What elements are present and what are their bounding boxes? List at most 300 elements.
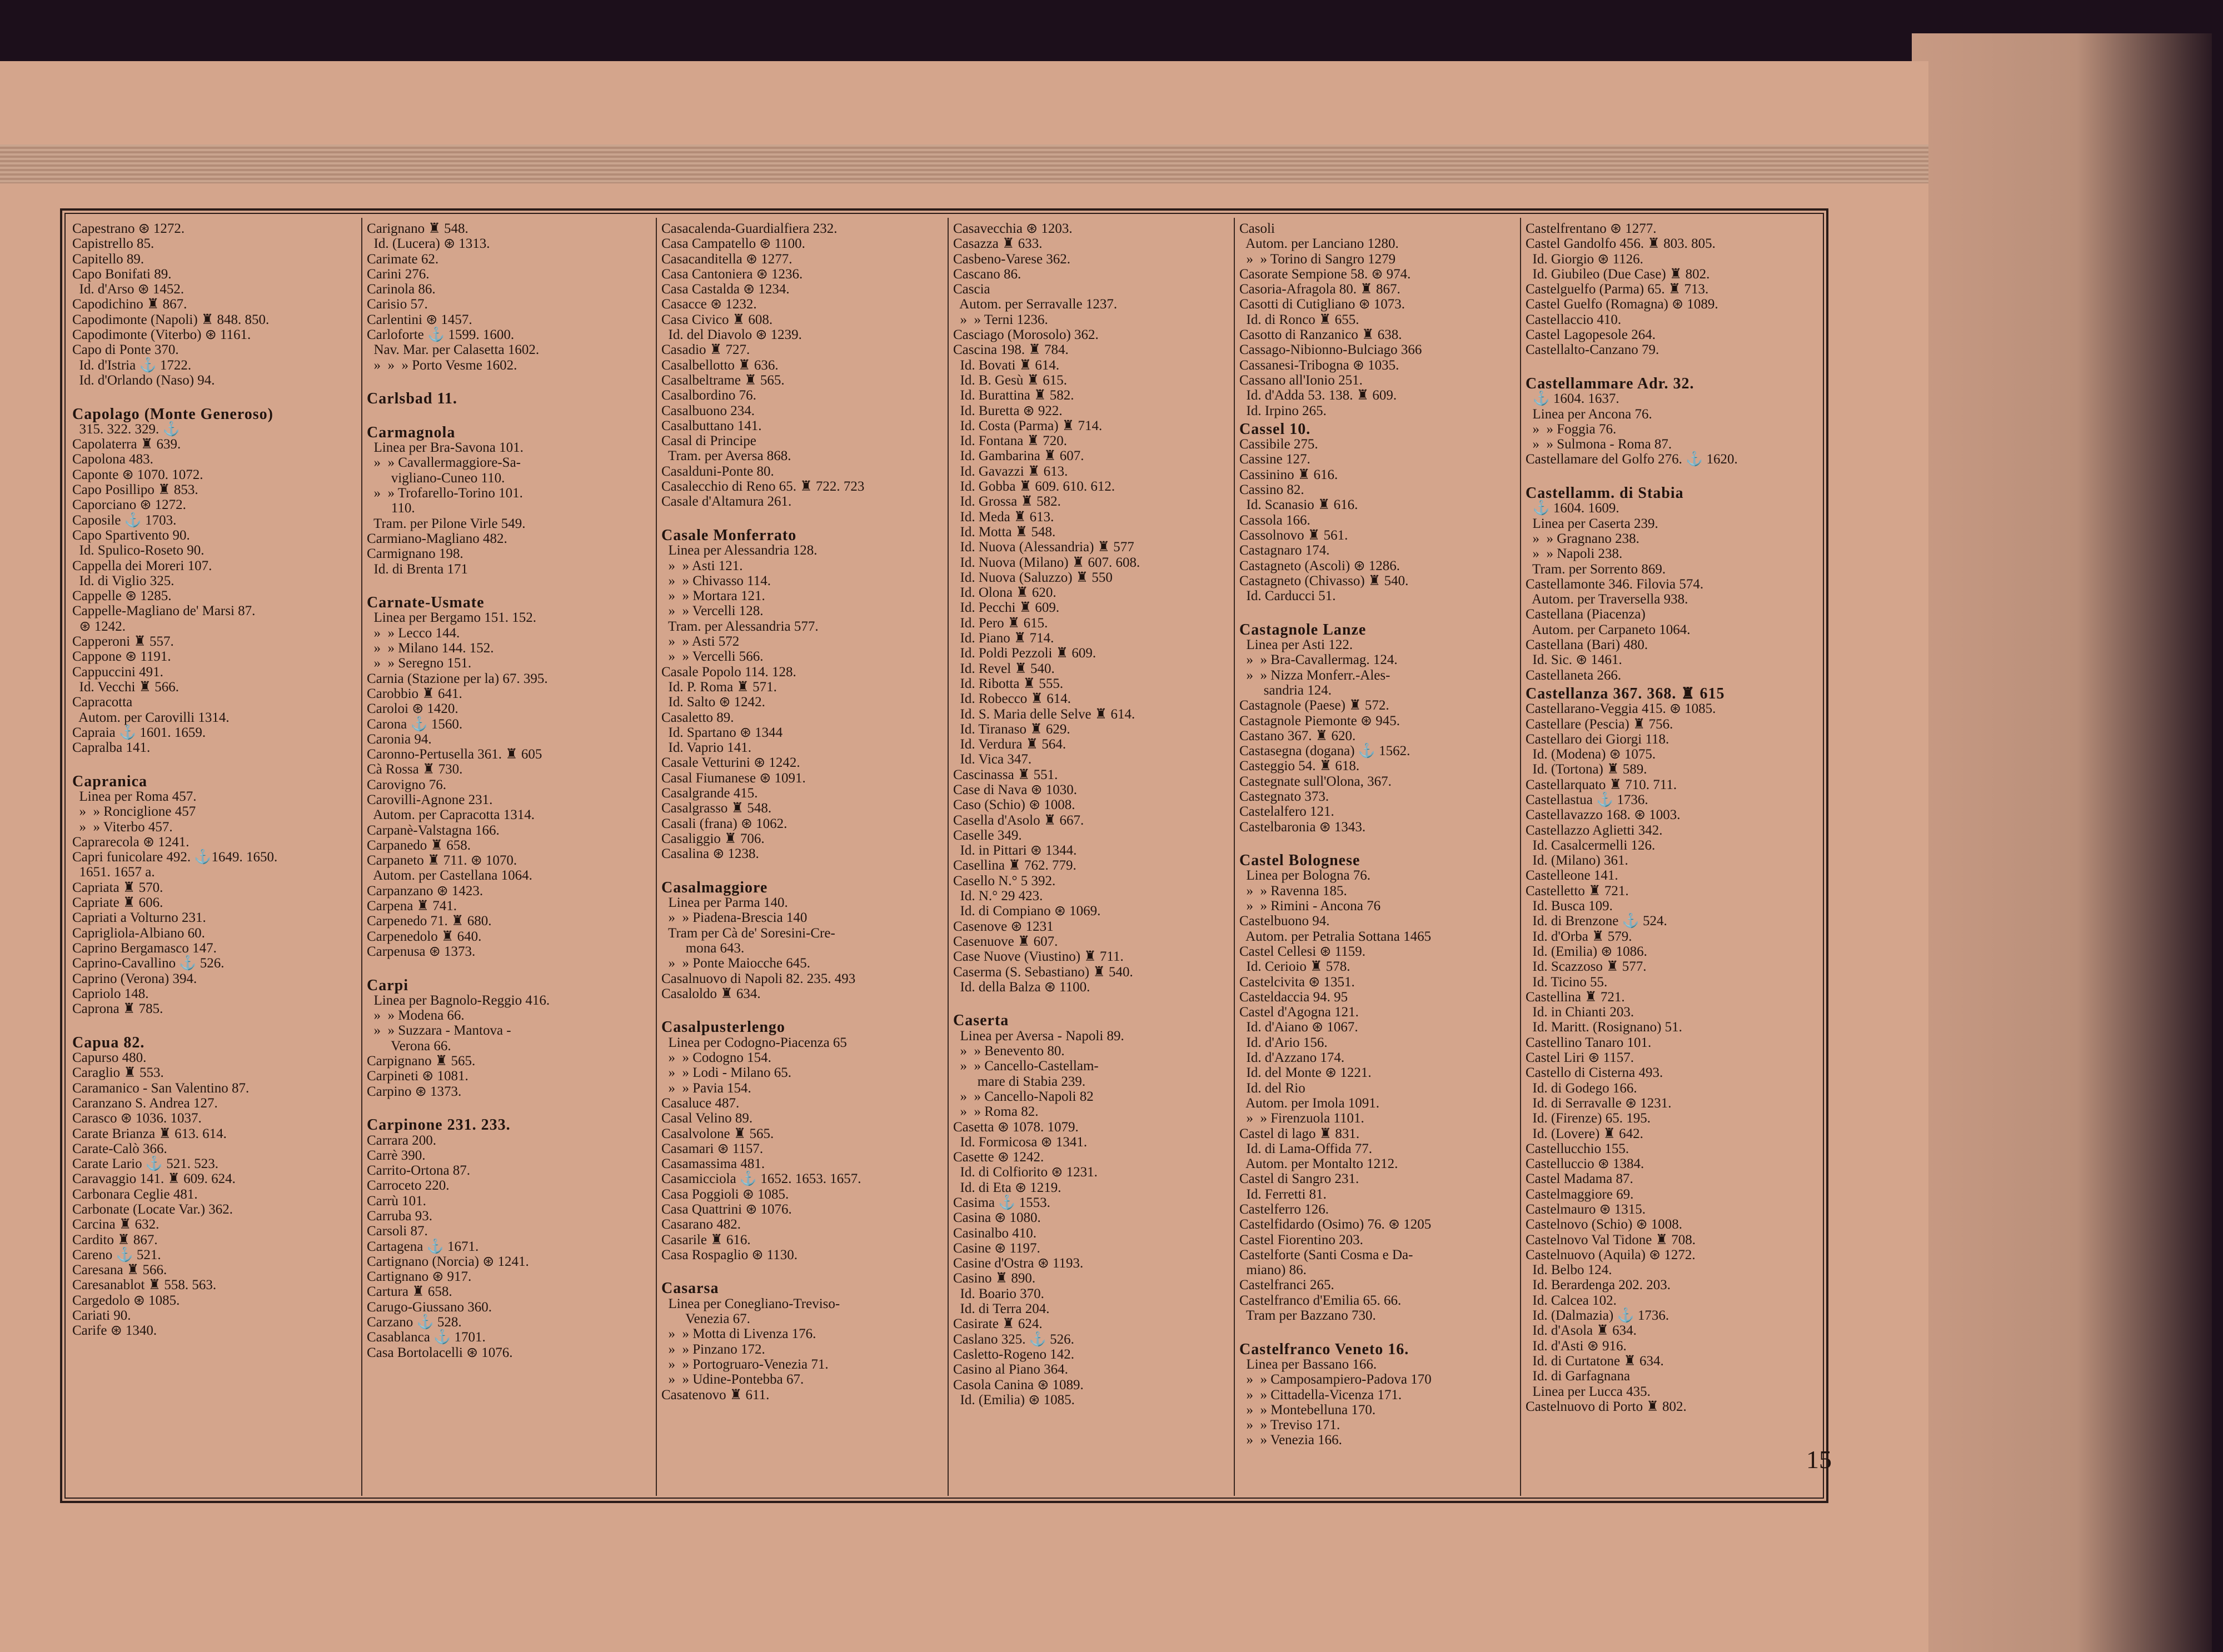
index-entry: Cargedolo ⊛ 1085. bbox=[72, 1292, 180, 1308]
index-entry: miano) 86. bbox=[1239, 1262, 1307, 1278]
index-entry: Capralba 141. bbox=[72, 740, 151, 756]
index-entry: » » Sulmona - Roma 87. bbox=[1526, 437, 1672, 452]
index-entry: Casalmaggiore bbox=[661, 879, 768, 896]
index-entry: Id. d'Istria ⚓ 1722. bbox=[72, 357, 192, 373]
index-entry: Id. di Serravalle ⊛ 1231. bbox=[1526, 1095, 1672, 1111]
index-entry: » » Seregno 151. bbox=[367, 656, 472, 671]
index-entry: Castelferro 126. bbox=[1239, 1202, 1329, 1217]
index-entry: Castellana (Piacenza) bbox=[1526, 607, 1646, 622]
index-entry: Id. Buretta ⊛ 922. bbox=[953, 403, 1063, 418]
index-entry: Caranzano S. Andrea 127. bbox=[72, 1095, 218, 1111]
index-entry: Id. Tiranaso ♜ 629. bbox=[953, 721, 1070, 737]
index-entry: Case Nuove (Viustino) ♜ 711. bbox=[953, 949, 1124, 965]
index-entry: Carate-Calò 366. bbox=[72, 1141, 167, 1156]
index-entry: Casa Bortolacelli ⊛ 1076. bbox=[367, 1345, 513, 1360]
index-entry: Id. Busca 109. bbox=[1526, 899, 1613, 914]
entry-spacer bbox=[1526, 358, 1812, 373]
index-entry: Id. Maritt. (Rosignano) 51. bbox=[1526, 1020, 1682, 1035]
index-entry: Capistrello 85. bbox=[72, 236, 154, 252]
index-entry: Autom. per Capracotta 1314. bbox=[367, 807, 535, 823]
index-entry: Castellamm. di Stabia bbox=[1526, 485, 1684, 502]
index-entry: Id. d'Ario 156. bbox=[1239, 1035, 1328, 1050]
index-entry: Casa Civico ♜ 608. bbox=[661, 312, 773, 327]
index-entry: Carpinone 231. 233. bbox=[367, 1116, 511, 1134]
index-entry: Casal di Principe bbox=[661, 433, 756, 449]
index-entry: Casalbordino 76. bbox=[661, 388, 756, 403]
index-entry: Casal Fiumanese ⊛ 1091. bbox=[661, 770, 806, 786]
index-entry: Linea per Aversa - Napoli 89. bbox=[953, 1028, 1124, 1044]
index-entry: Id. Giubileo (Due Case) ♜ 802. bbox=[1526, 266, 1710, 282]
entry-spacer bbox=[367, 577, 653, 592]
index-entry: Id. d'Orba ♜ 579. bbox=[1526, 929, 1632, 944]
index-entry: Casteggio 54. ♜ 618. bbox=[1239, 758, 1360, 774]
index-entry: Casalpusterlengo bbox=[661, 1019, 785, 1036]
index-entry: Id. d'Adda 53. 138. ♜ 609. bbox=[1239, 388, 1397, 403]
index-entry: » » Cavallermaggiore-Sa- bbox=[367, 455, 521, 471]
index-entry: Carona ⚓ 1560. bbox=[367, 716, 463, 732]
index-entry: Id. B. Gesù ♜ 615. bbox=[953, 372, 1068, 388]
index-entry: Id. Sic. ⊛ 1461. bbox=[1526, 652, 1622, 668]
index-entry: Capua 82. bbox=[72, 1034, 145, 1051]
index-entry: Autom. per Lanciano 1280. bbox=[1239, 236, 1399, 252]
index-entry: Casalbeltrame ♜ 565. bbox=[661, 372, 785, 388]
index-entry: Casenove ⊛ 1231 bbox=[953, 919, 1054, 934]
index-entry: Cascinassa ♜ 551. bbox=[953, 767, 1058, 782]
index-entry: Autom. per Traversella 938. bbox=[1526, 592, 1688, 607]
index-entry: Carife ⊛ 1340. bbox=[72, 1323, 157, 1339]
column-separator bbox=[1520, 218, 1521, 1496]
index-entry: Carpino ⊛ 1373. bbox=[367, 1084, 462, 1099]
index-entry: Id. Cerioio ♜ 578. bbox=[1239, 959, 1350, 975]
index-entry: Id. Gambarina ♜ 607. bbox=[953, 448, 1084, 464]
index-entry: Casoli bbox=[1239, 221, 1275, 236]
index-entry: Capracotta bbox=[72, 695, 133, 710]
index-entry: Linea per Bra-Savona 101. bbox=[367, 440, 524, 456]
index-entry: » » Napoli 238. bbox=[1526, 546, 1623, 562]
index-entry: Id. Formicosa ⊛ 1341. bbox=[953, 1134, 1088, 1150]
index-entry: Casletto-Rogeno 142. bbox=[953, 1346, 1075, 1362]
index-entry: Caserta bbox=[953, 1012, 1009, 1030]
index-entry: Casale Vetturini ⊛ 1242. bbox=[661, 755, 800, 771]
index-entry: Casaloldo ♜ 634. bbox=[661, 986, 761, 1001]
index-entry: Caprino (Verona) 394. bbox=[72, 971, 197, 986]
index-entry: Carasco ⊛ 1036. 1037. bbox=[72, 1111, 202, 1126]
index-entry: Cartura ♜ 658. bbox=[367, 1284, 452, 1300]
index-entry: Castello di Cisterna 493. bbox=[1526, 1065, 1663, 1081]
index-entry: Id. della Balza ⊛ 1100. bbox=[953, 979, 1090, 995]
index-entry: Castelforte (Santi Cosma e Da- bbox=[1239, 1247, 1413, 1262]
index-entry: Casaletto 89. bbox=[661, 710, 734, 725]
index-entry: Id. (Dalmazia) ⚓ 1736. bbox=[1526, 1308, 1669, 1324]
index-entry: Tram per Bazzano 730. bbox=[1239, 1308, 1376, 1324]
index-entry: Castagneto (Chivasso) ♜ 540. bbox=[1239, 573, 1409, 588]
index-entry: Linea per Asti 122. bbox=[1239, 637, 1353, 653]
index-entry: Carate Lario ⚓ 521. 523. bbox=[72, 1156, 219, 1172]
index-entry: Id. del Diavolo ⊛ 1239. bbox=[661, 327, 802, 343]
index-entry: Castel di Sangro 231. bbox=[1239, 1171, 1359, 1187]
index-entry: Id. Spartano ⊛ 1344 bbox=[661, 725, 783, 740]
index-entry: Casina ⊛ 1080. bbox=[953, 1210, 1041, 1226]
index-entry: Linea per Bologna 76. bbox=[1239, 868, 1371, 884]
index-entry: Capitello 89. bbox=[72, 251, 144, 267]
index-entry: Carpignano ♜ 565. bbox=[367, 1054, 476, 1069]
index-entry: Id. di Ronco ♜ 655. bbox=[1239, 312, 1359, 327]
column-separator bbox=[1234, 218, 1235, 1496]
index-entry: » » Ravenna 185. bbox=[1239, 883, 1347, 899]
index-entry: Id. di Garfagnana bbox=[1526, 1369, 1631, 1384]
index-entry: Id. d'Azzano 174. bbox=[1239, 1050, 1345, 1066]
index-entry: » » Portogruaro-Venezia 71. bbox=[661, 1356, 829, 1372]
index-entry: » » Firenzuola 1101. bbox=[1239, 1111, 1364, 1126]
index-entry: Cascano 86. bbox=[953, 266, 1021, 282]
index-entry: Casamassima 481. bbox=[661, 1156, 765, 1172]
index-entry: Capriata ♜ 570. bbox=[72, 880, 163, 895]
index-entry: Capodichino ♜ 867. bbox=[72, 297, 187, 312]
index-entry: Nav. Mar. per Calasetta 1602. bbox=[367, 342, 540, 358]
index-entry: » » Viterbo 457. bbox=[72, 819, 173, 835]
index-entry: Carisio 57. bbox=[367, 297, 428, 312]
index-entry: Caselle 349. bbox=[953, 827, 1022, 843]
index-column-5 bbox=[1239, 221, 1526, 1494]
index-entry: Id. Poldi Pezzoli ♜ 609. bbox=[953, 646, 1096, 661]
index-entry: Id. di Godego 166. bbox=[1526, 1080, 1637, 1096]
index-entry: Castel Guelfo (Romagna) ⊛ 1089. bbox=[1526, 297, 1718, 312]
index-entry: ⚓ 1604. 1609. bbox=[1526, 501, 1619, 516]
index-entry: Capo Posillipo ♜ 853. bbox=[72, 482, 198, 498]
index-column-2 bbox=[367, 221, 653, 1494]
index-entry: Castellamonte 346. Filovia 574. bbox=[1526, 576, 1704, 592]
index-entry: Castelfranco Veneto 16. bbox=[1239, 1340, 1409, 1358]
index-entry: Cardito ♜ 867. bbox=[72, 1232, 158, 1247]
index-entry: Carate Brianza ♜ 613. 614. bbox=[72, 1126, 227, 1141]
index-entry: Linea per Caserta 239. bbox=[1526, 516, 1658, 531]
index-entry: Id. Pecchi ♜ 609. bbox=[953, 600, 1060, 616]
index-entry: Carzano ⚓ 528. bbox=[367, 1315, 462, 1330]
index-entry: » » Modena 66. bbox=[367, 1008, 465, 1024]
index-entry: Autom. per Petralia Sottana 1465 bbox=[1239, 929, 1432, 944]
index-entry: Caprino-Cavallino ⚓ 526. bbox=[72, 956, 225, 971]
index-entry: Autom. per Imola 1091. bbox=[1239, 1095, 1380, 1111]
index-entry: Linea per Codogno-Piacenza 65 bbox=[661, 1035, 847, 1050]
entry-spacer bbox=[1239, 603, 1526, 618]
entry-spacer bbox=[1526, 467, 1812, 482]
index-entry: Casima ⚓ 1553. bbox=[953, 1195, 1050, 1210]
index-entry: Capolona 483. bbox=[72, 452, 153, 467]
index-column-6 bbox=[1526, 221, 1812, 1494]
index-entry: Castel Lagopesole 264. bbox=[1526, 327, 1656, 343]
index-entry: Carinola 86. bbox=[367, 282, 436, 297]
index-entry: Casale Monferrato bbox=[661, 526, 797, 544]
index-entry: Casenuove ♜ 607. bbox=[953, 934, 1058, 949]
index-entry: » » Pinzano 172. bbox=[661, 1341, 765, 1357]
index-entry: Casa Castalda ⊛ 1234. bbox=[661, 282, 790, 297]
column-separator bbox=[361, 218, 362, 1496]
index-entry: Id. di Brenzone ⚓ 524. bbox=[1526, 914, 1667, 929]
index-entry: Carruba 93. bbox=[367, 1209, 433, 1224]
index-entry: » » » Porto Vesme 1602. bbox=[367, 357, 517, 373]
entry-spacer bbox=[661, 510, 948, 525]
index-entry: Castellamare del Golfo 276. ⚓ 1620. bbox=[1526, 452, 1738, 467]
index-entry: Castelnovo (Schio) ⊛ 1008. bbox=[1526, 1217, 1683, 1232]
index-entry: Carmiano-Magliano 482. bbox=[367, 531, 507, 546]
index-entry: Id. Ferretti 81. bbox=[1239, 1186, 1327, 1202]
index-entry: Casalnuovo di Napoli 82. 235. 493 bbox=[661, 971, 856, 986]
index-entry: Casavecchia ⊛ 1203. bbox=[953, 221, 1073, 236]
index-entry: » » Roma 82. bbox=[953, 1104, 1039, 1120]
index-entry: Id. del Monte ⊛ 1221. bbox=[1239, 1065, 1372, 1081]
index-entry: Cappelle-Magliano de' Marsi 87. bbox=[72, 603, 256, 619]
index-entry: Id. di Colfiorito ⊛ 1231. bbox=[953, 1165, 1098, 1180]
index-entry: Id. Pero ♜ 615. bbox=[953, 615, 1048, 631]
index-entry: » » Cancello-Napoli 82 bbox=[953, 1089, 1094, 1104]
index-entry: Id. di Lama-Offida 77. bbox=[1239, 1141, 1373, 1156]
index-entry: Id. Vica 347. bbox=[953, 752, 1032, 767]
index-entry: Id. Belbo 124. bbox=[1526, 1262, 1612, 1278]
index-entry: Casa Campatello ⊛ 1100. bbox=[661, 236, 805, 252]
index-entry: Casalgrande 415. bbox=[661, 785, 758, 801]
index-entry: Id. Revel ♜ 540. bbox=[953, 661, 1055, 676]
index-entry: Caslano 325. ⚓ 526. bbox=[953, 1331, 1074, 1347]
index-entry: Cassago-Nibionno-Bulciago 366 bbox=[1239, 342, 1422, 358]
index-entry: Castellavazzo 168. ⊛ 1003. bbox=[1526, 807, 1681, 823]
index-entry: Carugo-Giussano 360. bbox=[367, 1299, 492, 1315]
index-entry: Cartignano ⊛ 917. bbox=[367, 1269, 472, 1285]
index-entry: Id. Salto ⊛ 1242. bbox=[661, 695, 765, 710]
index-entry: Id. Scanasio ♜ 616. bbox=[1239, 497, 1358, 513]
index-entry: Casellina ♜ 762. 779. bbox=[953, 858, 1076, 874]
index-entry: Castagnole Piemonte ⊛ 945. bbox=[1239, 713, 1400, 728]
index-entry: Id. Fontana ♜ 720. bbox=[953, 433, 1068, 449]
index-entry: Linea per Ancona 76. bbox=[1526, 406, 1652, 422]
index-entry: Carmignano 198. bbox=[367, 546, 463, 562]
index-entry: Carini 276. bbox=[367, 266, 430, 282]
index-entry: Casarano 482. bbox=[661, 1217, 741, 1232]
book-edge bbox=[1912, 33, 2212, 1652]
index-entry: Linea per Bassano 166. bbox=[1239, 1356, 1377, 1372]
index-entry: Autom. per Carovilli 1314. bbox=[72, 710, 230, 725]
index-entry: » » Torino di Sangro 1279 bbox=[1239, 251, 1396, 267]
index-entry: Careno ⚓ 521. bbox=[72, 1247, 161, 1262]
index-entry: » » Trofarello-Torino 101. bbox=[367, 486, 523, 501]
index-entry: Autom. per Carpaneto 1064. bbox=[1526, 622, 1691, 637]
index-entry: mona 643. bbox=[661, 940, 745, 956]
index-entry: vigliano-Cuneo 110. bbox=[367, 470, 505, 486]
index-entry: Casacanditella ⊛ 1277. bbox=[661, 251, 792, 267]
entry-spacer bbox=[661, 861, 948, 876]
index-entry: » » Gragnano 238. bbox=[1526, 531, 1639, 546]
index-entry: Id. Ribotta ♜ 555. bbox=[953, 676, 1064, 691]
index-entry: Caramanico - San Valentino 87. bbox=[72, 1080, 250, 1096]
entry-spacer bbox=[72, 755, 358, 770]
index-entry: Case di Nava ⊛ 1030. bbox=[953, 782, 1077, 797]
column-separator bbox=[656, 218, 657, 1496]
index-entry: Cartagena ⚓ 1671. bbox=[367, 1239, 479, 1254]
index-entry: Carpanzano ⊛ 1423. bbox=[367, 883, 484, 899]
index-entry: Castel Fiorentino 203. bbox=[1239, 1232, 1363, 1247]
index-entry: Carpenusa ⊛ 1373. bbox=[367, 944, 476, 959]
index-entry: Casalina ⊛ 1238. bbox=[661, 846, 759, 862]
index-entry: Id. d'Aiano ⊛ 1067. bbox=[1239, 1020, 1358, 1035]
index-entry: » » Codogno 154. bbox=[661, 1050, 771, 1066]
index-entry: Casacalenda-Guardialfiera 232. bbox=[661, 221, 838, 236]
index-entry: Id. Olona ♜ 620. bbox=[953, 585, 1056, 601]
index-entry: Carnate-Usmate bbox=[367, 594, 485, 612]
index-entry: Castelnuovo (Aquila) ⊛ 1272. bbox=[1526, 1247, 1696, 1262]
index-entry: Casal Velino 89. bbox=[661, 1111, 753, 1126]
index-entry: Carimate 62. bbox=[367, 251, 439, 267]
index-entry: Castelleone 141. bbox=[1526, 868, 1618, 884]
index-entry: Castelfidardo (Osimo) 76. ⊛ 1205 bbox=[1239, 1217, 1432, 1232]
index-entry: Casa Cantoniera ⊛ 1236. bbox=[661, 266, 803, 282]
index-entry: » » Ronciglione 457 bbox=[72, 804, 196, 820]
index-entry: Id. Berardenga 202. 203. bbox=[1526, 1277, 1671, 1293]
index-entry: Id. di Curtatone ♜ 634. bbox=[1526, 1353, 1664, 1369]
index-entry: Id. Nuova (Alessandria) ♜ 577 bbox=[953, 540, 1134, 555]
index-entry: Id. Motta ♜ 548. bbox=[953, 524, 1056, 540]
index-entry: Cassolnovo ♜ 561. bbox=[1239, 527, 1348, 543]
index-entry: Castel Liri ⊛ 1157. bbox=[1526, 1050, 1634, 1066]
index-entry: Capriolo 148. bbox=[72, 986, 149, 1001]
index-entry: Autom. per Serravalle 1237. bbox=[953, 297, 1118, 312]
index-entry: Castagnole (Paese) ♜ 572. bbox=[1239, 698, 1389, 713]
index-entry: ⚓ 1604. 1637. bbox=[1526, 391, 1619, 407]
index-entry: Castagneto (Ascoli) ⊛ 1286. bbox=[1239, 558, 1400, 573]
index-entry: Castelfranci 265. bbox=[1239, 1277, 1334, 1293]
index-entry: Id. Bovati ♜ 614. bbox=[953, 357, 1060, 373]
index-entry: Id. Nuova (Saluzzo) ♜ 550 bbox=[953, 570, 1113, 585]
index-entry: Castelguelfo (Parma) 65. ♜ 713. bbox=[1526, 282, 1709, 297]
index-entry: Casino ♜ 890. bbox=[953, 1271, 1036, 1286]
index-entry: Carrù 101. bbox=[367, 1193, 426, 1209]
index-entry: Id. (Lovere) ♜ 642. bbox=[1526, 1126, 1643, 1141]
index-entry: Cassanesi-Tribogna ⊛ 1035. bbox=[1239, 357, 1399, 373]
index-entry: Id. Costa (Parma) ♜ 714. bbox=[953, 418, 1103, 433]
index-entry: Casarsa bbox=[661, 1280, 719, 1297]
index-column-1 bbox=[72, 221, 358, 1494]
index-entry: Casaliggio ♜ 706. bbox=[661, 831, 765, 846]
index-entry: Castegnato 373. bbox=[1239, 788, 1329, 804]
index-entry: Id. del Rio bbox=[1239, 1080, 1305, 1096]
index-entry: Casacce ⊛ 1232. bbox=[661, 297, 757, 312]
index-entry: Caprona ♜ 785. bbox=[72, 1001, 163, 1017]
index-entry: Capriati a Volturno 231. bbox=[72, 910, 206, 926]
index-entry: Casa Rospaglio ⊛ 1130. bbox=[661, 1247, 798, 1262]
index-entry: Carrè 390. bbox=[367, 1147, 426, 1163]
index-entry: Id. Irpino 265. bbox=[1239, 403, 1327, 418]
index-entry: Castellana (Bari) 480. bbox=[1526, 637, 1648, 653]
page-number: 15 bbox=[1806, 1445, 1832, 1474]
index-entry: Castellino Tanaro 101. bbox=[1526, 1035, 1652, 1050]
index-entry: » » Mortara 121. bbox=[661, 588, 765, 604]
index-entry: Castel Madama 87. bbox=[1526, 1171, 1633, 1187]
index-entry: Castegnate sull'Olona, 367. bbox=[1239, 773, 1392, 789]
entry-spacer bbox=[367, 1099, 653, 1114]
index-entry: Id. d'Asola ♜ 634. bbox=[1526, 1323, 1637, 1339]
index-entry: Caposile ⚓ 1703. bbox=[72, 512, 177, 528]
index-entry: Linea per Bergamo 151. 152. bbox=[367, 610, 537, 626]
index-entry: Id. d'Asti ⊛ 916. bbox=[1526, 1338, 1627, 1354]
index-entry: Casalgrasso ♜ 548. bbox=[661, 801, 772, 816]
index-entry: Casalbuttano 141. bbox=[661, 418, 762, 433]
index-entry: Casette ⊛ 1242. bbox=[953, 1150, 1044, 1165]
index-entry: Capranica bbox=[72, 772, 147, 790]
index-entry: » » Asti 572 bbox=[661, 634, 740, 650]
index-entry: 110. bbox=[367, 501, 415, 516]
index-entry: Castagnole Lanze bbox=[1239, 621, 1367, 638]
index-entry: Carobbio ♜ 641. bbox=[367, 686, 462, 701]
index-entry: Casine d'Ostra ⊛ 1193. bbox=[953, 1256, 1084, 1271]
index-entry: Carbonara Ceglie 481. bbox=[72, 1186, 198, 1202]
index-entry: Casablanca ⚓ 1701. bbox=[367, 1330, 486, 1345]
index-entry: Casalbuono 234. bbox=[661, 403, 755, 418]
index-entry: » » Foggia 76. bbox=[1526, 421, 1617, 437]
index-entry: Castellalto-Canzano 79. bbox=[1526, 342, 1659, 358]
index-entry: Carloforte ⚓ 1599. 1600. bbox=[367, 327, 515, 343]
index-entry: Casazza ♜ 633. bbox=[953, 236, 1043, 252]
index-entry: Venezia 67. bbox=[661, 1311, 750, 1327]
entry-spacer bbox=[661, 1001, 948, 1016]
index-entry: Castelbaronia ⊛ 1343. bbox=[1239, 819, 1366, 835]
index-entry: Id. (Tortona) ♜ 589. bbox=[1526, 762, 1647, 777]
index-entry: Capriate ♜ 606. bbox=[72, 895, 163, 911]
index-entry: Carnia (Stazione per la) 67. 395. bbox=[367, 671, 548, 686]
index-entry: Id. d'Arso ⊛ 1452. bbox=[72, 282, 185, 297]
index-entry: Id. in Pittari ⊛ 1344. bbox=[953, 843, 1077, 859]
index-entry: Castellarquato ♜ 710. 711. bbox=[1526, 777, 1677, 792]
index-entry: Capodimonte (Viterbo) ⊛ 1161. bbox=[72, 327, 251, 343]
index-entry: » » Milano 144. 152. bbox=[367, 641, 494, 656]
index-entry: Castellaccio 410. bbox=[1526, 312, 1622, 327]
index-entry: Id. (Modena) ⊛ 1075. bbox=[1526, 747, 1656, 762]
index-entry: Castellaro dei Giorgi 118. bbox=[1526, 731, 1669, 747]
index-entry: Tram. per Aversa 868. bbox=[661, 448, 791, 464]
index-entry: Id. N.° 29 423. bbox=[953, 889, 1043, 904]
index-entry: Id. Grossa ♜ 582. bbox=[953, 494, 1061, 510]
index-entry: Capolago (Monte Generoso) bbox=[72, 405, 273, 423]
index-entry: Casatenovo ♜ 611. bbox=[661, 1387, 770, 1403]
index-entry: Casetta ⊛ 1078. 1079. bbox=[953, 1119, 1079, 1135]
index-entry: Capolaterra ♜ 639. bbox=[72, 437, 181, 452]
index-entry: Casbeno-Varese 362. bbox=[953, 251, 1071, 267]
index-entry: Id. S. Maria delle Selve ♜ 614. bbox=[953, 706, 1135, 722]
index-entry: Carrara 200. bbox=[367, 1132, 436, 1148]
index-entry: Carcina ♜ 632. bbox=[72, 1217, 160, 1232]
index-entry: Capperoni ♜ 557. bbox=[72, 634, 174, 650]
index-entry: Cappella dei Moreri 107. bbox=[72, 558, 212, 573]
index-entry: Casotto di Ranzanico ♜ 638. bbox=[1239, 327, 1402, 343]
entry-spacer bbox=[72, 1016, 358, 1031]
index-entry: Carmagnola bbox=[367, 423, 456, 441]
index-entry: Caponte ⊛ 1070. 1072. bbox=[72, 467, 203, 482]
column-separator bbox=[948, 218, 949, 1496]
index-entry: Caronno-Pertusella 361. ♜ 605 bbox=[367, 747, 542, 762]
index-entry: Casalvolone ♜ 565. bbox=[661, 1126, 774, 1141]
index-entry: Castelbuono 94. bbox=[1239, 914, 1330, 929]
index-entry: » » Pavia 154. bbox=[661, 1080, 751, 1096]
index-entry: » » Terni 1236. bbox=[953, 312, 1048, 327]
index-entry: Castellare (Pescia) ♜ 756. bbox=[1526, 716, 1673, 732]
index-entry: Cassibile 275. bbox=[1239, 437, 1318, 452]
index-entry: sandria 124. bbox=[1239, 682, 1332, 698]
index-entry: Carpi bbox=[367, 976, 408, 994]
index-entry: Castelmaggiore 69. bbox=[1526, 1186, 1634, 1202]
index-entry: Linea per Bagnolo-Reggio 416. bbox=[367, 992, 550, 1008]
entry-spacer bbox=[367, 373, 653, 388]
index-entry: Cassel 10. bbox=[1239, 420, 1311, 438]
index-entry: Casalduni-Ponte 80. bbox=[661, 463, 774, 479]
index-entry: Cappone ⊛ 1191. bbox=[72, 649, 171, 665]
index-entry: Id. (Emilia) ⊛ 1085. bbox=[953, 1392, 1075, 1408]
